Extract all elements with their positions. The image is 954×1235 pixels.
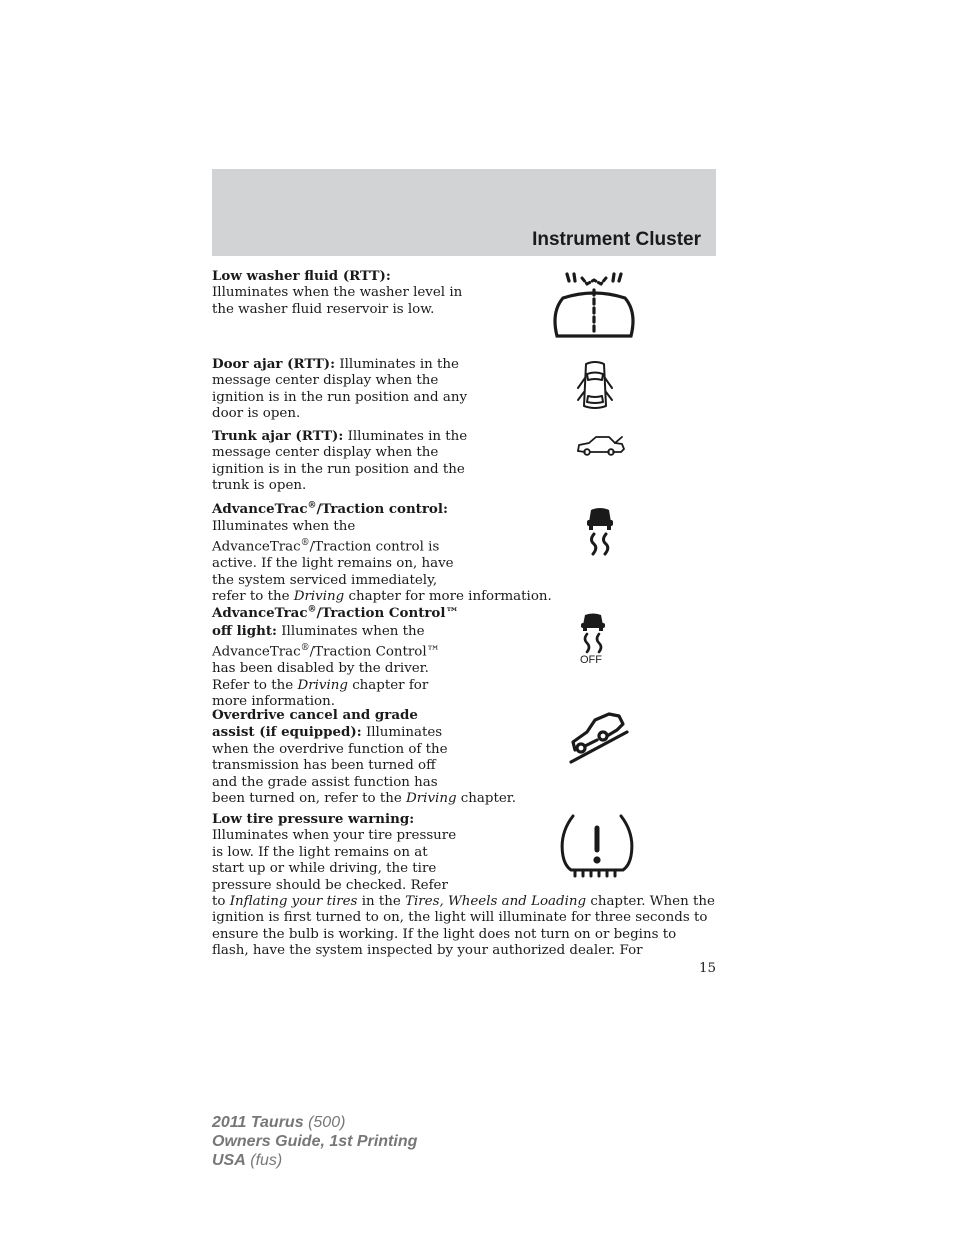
washer-text-2: the washer fluid reservoir is low.	[212, 301, 435, 317]
page-number: 15	[698, 961, 716, 976]
traction-text-b: /Traction control is active. If the light remains on, have the system serviced immediately,	[212, 539, 454, 588]
traction-control-icon	[585, 506, 615, 556]
traction-text-c: refer to the	[212, 588, 290, 604]
washer-text-1: Illuminates when the washer level in	[212, 285, 463, 301]
tire-text-c: in the	[361, 894, 401, 910]
trunk-entry	[212, 428, 472, 495]
traction-off-label: OFF	[580, 654, 602, 666]
footer-guide: Owners Guide, 1st Printing	[212, 1133, 418, 1150]
door-entry	[212, 356, 472, 423]
tire-text-b: to	[212, 894, 226, 910]
traction-control-off-icon	[580, 612, 606, 654]
overdrive-grade-assist-icon	[567, 710, 631, 764]
traction-off-title-b: /Traction Control™ off light:	[212, 605, 459, 639]
traction-off-title-a: AdvanceTrac	[212, 605, 308, 622]
tire-pressure-icon	[557, 812, 637, 882]
section-title: Instrument Cluster	[532, 229, 701, 250]
overdrive-text-a: Illuminates when the overdrive function of the transmission has been turned off and the grade assist function has	[212, 725, 448, 790]
door-title: Door ajar (RTT):	[212, 356, 336, 372]
traction-off-italic: Driving	[297, 677, 348, 693]
tire-text-a: Illuminates when your tire pressure is low. If the light remains on at start up or while driving, the tire pressure should be checked. Refer	[212, 828, 457, 893]
trunk-title: Trunk ajar (RTT):	[212, 428, 344, 444]
tire-italic-b: Tires, Wheels and Loading	[405, 894, 587, 910]
footer-market-code: (fus)	[250, 1152, 283, 1169]
footer-model: 2011 Taurus	[212, 1114, 304, 1131]
overdrive-title: Overdrive cancel and grade assist (if equipped):	[212, 707, 418, 741]
overdrive-text-c: chapter.	[460, 791, 516, 807]
traction-off-text-reg: ®	[300, 643, 310, 654]
traction-off-text-c: chapter for more information.	[212, 677, 429, 709]
footer-market: USA	[212, 1152, 246, 1169]
traction-title-b: /Traction control:	[316, 501, 448, 518]
overdrive-text-b: been turned on, refer to the	[212, 791, 402, 807]
tire-text-d: chapter. When the ignition is first turned to on, the light will illuminate for three seconds to ensure the bulb is working. If the light does not turn on or begins to flash, have the system inspected by your authorized dealer. For	[212, 894, 715, 959]
traction-off-text-b: /Traction Control™ has been disabled by the driver. Refer to the	[212, 644, 441, 693]
traction-text-reg: ®	[300, 538, 310, 549]
door-text: Illuminates in the message center display when the ignition is in the run position and any door is open.	[212, 357, 468, 422]
section-header	[212, 169, 716, 256]
overdrive-entry	[212, 707, 542, 807]
tire-entry	[212, 811, 716, 960]
washer-fluid-icon	[549, 272, 639, 342]
traction-off-entry	[212, 602, 464, 710]
washer-entry	[212, 268, 472, 318]
traction-entry	[212, 498, 592, 605]
traction-off-reg: ®	[307, 605, 317, 615]
trunk-text: Illuminates in the message center display when the ignition is in the run position and the trunk is open.	[212, 429, 468, 494]
traction-title-a: AdvanceTrac	[212, 501, 308, 518]
footer-model-code: (500)	[308, 1114, 346, 1131]
overdrive-italic: Driving	[406, 791, 457, 807]
traction-off-text-a: Illuminates when the AdvanceTrac	[212, 623, 425, 660]
washer-title: Low washer fluid (RTT):	[212, 268, 391, 284]
traction-text-a: Illuminates when the AdvanceTrac	[212, 518, 356, 555]
footer	[212, 1113, 417, 1170]
tire-italic-a: Inflating your tires	[229, 894, 358, 910]
tire-title: Low tire pressure warning:	[212, 811, 415, 827]
traction-text-d: chapter for more information.	[348, 588, 552, 604]
door-ajar-icon	[576, 360, 614, 412]
trunk-ajar-icon	[575, 433, 627, 459]
traction-italic: Driving	[293, 588, 345, 604]
traction-reg: ®	[307, 501, 317, 511]
